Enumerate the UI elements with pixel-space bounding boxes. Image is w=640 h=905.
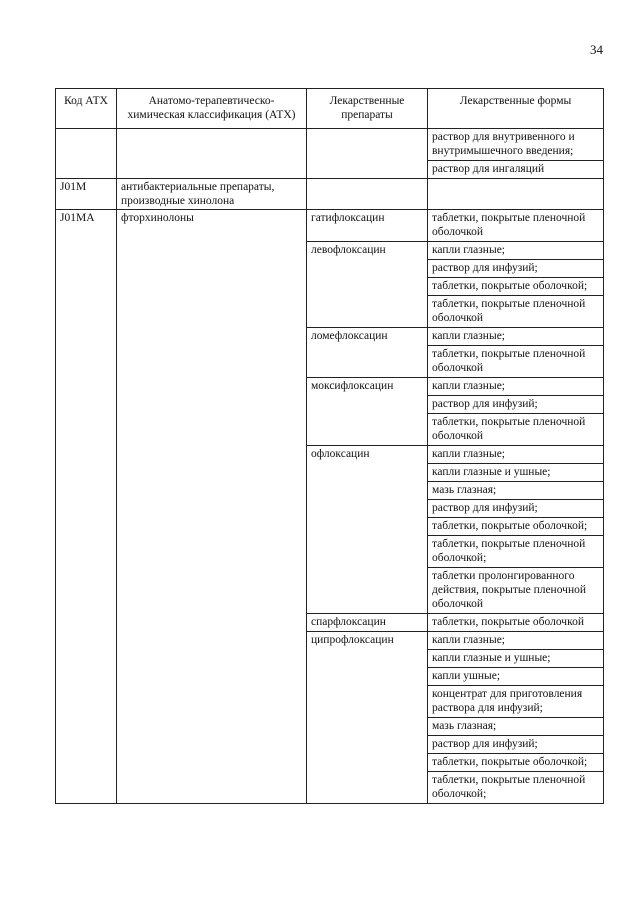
- form-item: раствор для инфузий;: [428, 500, 603, 518]
- form-item: таблетки, покрытые пленочной оболочкой: [432, 348, 586, 374]
- forms-cell: [428, 614, 604, 632]
- form-item: капли глазные и ушные;: [428, 650, 603, 668]
- form-item: капли глазные;: [428, 242, 603, 260]
- empty-cell: [428, 179, 604, 210]
- form-item: капли глазные;: [428, 328, 603, 346]
- form-item: таблетки, покрытые оболочкой;: [428, 518, 603, 536]
- form-item: капли ушные;: [428, 668, 603, 686]
- page-number: 34: [590, 42, 603, 57]
- classification-cell: фторхинолоны: [117, 210, 307, 804]
- form-item: концентрат для приготовления раствора для инфузий;: [428, 686, 603, 718]
- forms-cell: [428, 328, 604, 378]
- form-item: таблетки, покрытые оболочкой: [432, 616, 584, 628]
- forms-cell: [428, 210, 604, 242]
- form-item: мазь глазная;: [428, 718, 603, 736]
- form-item: капли глазные;: [428, 632, 603, 650]
- drug-name-cell: офлоксацин: [307, 446, 428, 614]
- group-row-j01m: [56, 179, 604, 210]
- form-item: раствор для внутривенного и внутримышечного введения;: [428, 129, 603, 161]
- form-item: таблетки, покрытые пленочной оболочкой: [432, 298, 586, 324]
- form-item: таблетки, покрытые оболочкой;: [428, 278, 603, 296]
- form-item: раствор для инфузий;: [428, 736, 603, 754]
- form-item: раствор для инфузий;: [428, 260, 603, 278]
- form-item: таблетки, покрытые пленочной оболочкой;: [428, 536, 603, 568]
- form-item: раствор для ингаляций: [432, 163, 545, 175]
- empty-cell: [56, 129, 117, 179]
- form-item: капли глазные;: [428, 378, 603, 396]
- form-item: таблетки, покрытые пленочной оболочкой: [432, 212, 586, 238]
- form-item: мазь глазная;: [428, 482, 603, 500]
- drug-name-cell: ципрофлоксацин: [307, 632, 428, 804]
- form-item: таблетки, покрытые оболочкой;: [428, 754, 603, 772]
- header-forms: Лекарственные формы: [428, 89, 604, 129]
- forms-cell: [428, 129, 604, 179]
- form-item: раствор для инфузий;: [428, 396, 603, 414]
- form-item: капли глазные и ушные;: [428, 464, 603, 482]
- empty-cell: [307, 129, 428, 179]
- table-body: [56, 129, 604, 804]
- header-row: [56, 89, 604, 129]
- continuation-row: [56, 129, 604, 179]
- empty-cell: [307, 179, 428, 210]
- drug-name-cell: ломефлоксацин: [307, 328, 428, 378]
- header-drugs: Лекарственные препараты: [307, 89, 428, 129]
- code-cell: J01M: [56, 179, 117, 210]
- classification-cell: антибактериальные препараты, производные хинолона: [117, 179, 307, 210]
- form-item: таблетки, покрытые пленочной оболочкой;: [432, 774, 586, 800]
- drug-name-cell: левофлоксацин: [307, 242, 428, 328]
- form-item: капли глазные;: [428, 446, 603, 464]
- drug-row: [56, 210, 604, 242]
- forms-cell: [428, 446, 604, 614]
- drug-name-cell: спарфлоксацин: [307, 614, 428, 632]
- form-item: таблетки, покрытые пленочной оболочкой: [432, 416, 586, 442]
- atx-table: [55, 88, 604, 804]
- drug-name-cell: гатифлоксацин: [307, 210, 428, 242]
- code-cell: J01MA: [56, 210, 117, 804]
- forms-cell: [428, 242, 604, 328]
- header-classification: Анатомо-терапевтическо-химическая классификация (АТХ): [117, 89, 307, 129]
- empty-cell: [117, 129, 307, 179]
- forms-cell: [428, 378, 604, 446]
- forms-cell: [428, 632, 604, 804]
- drug-name-cell: моксифлоксацин: [307, 378, 428, 446]
- header-code: Код АТХ: [56, 89, 117, 129]
- form-item: таблетки пролонгированного действия, покрытые пленочной оболочкой: [432, 570, 587, 610]
